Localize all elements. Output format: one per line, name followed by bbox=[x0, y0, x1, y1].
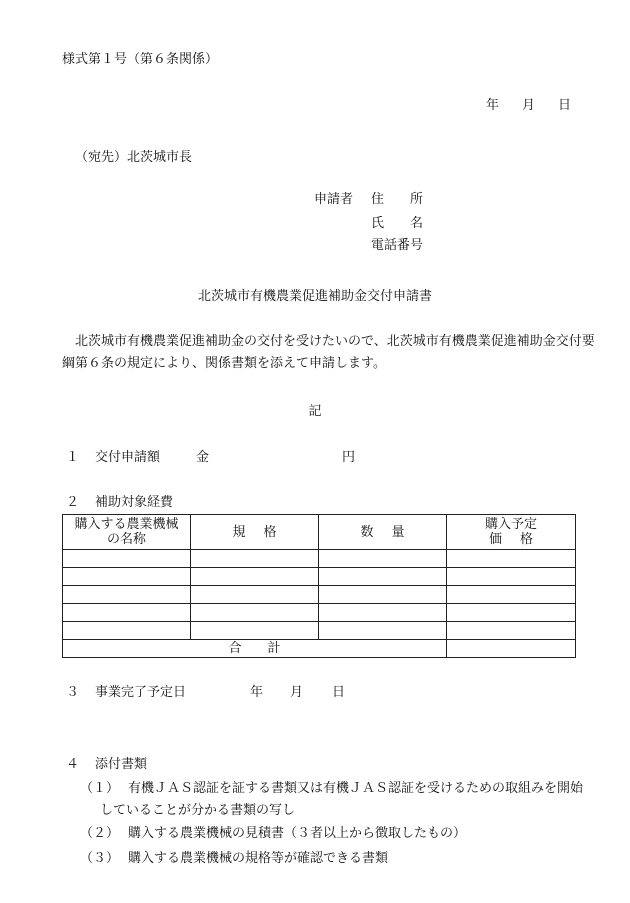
table-cell[interactable] bbox=[191, 604, 319, 622]
header-price bbox=[447, 515, 576, 550]
attachment-item-3 bbox=[80, 851, 388, 867]
applicant-name-label: 氏 名 bbox=[371, 216, 424, 231]
date-day: 日 bbox=[558, 98, 572, 113]
document-title: 北茨城市有機農業促進補助金交付申請書 bbox=[197, 289, 432, 304]
attachment-2-text: 購入する農業機械の見積書（３者以上から徴取したもの） bbox=[128, 826, 467, 841]
addressee: （宛先）北茨城市長 bbox=[75, 150, 193, 165]
attachment-2-number: （２） bbox=[80, 826, 120, 841]
date-line bbox=[486, 98, 571, 114]
table-cell[interactable] bbox=[319, 586, 447, 604]
table-cell[interactable] bbox=[447, 604, 576, 622]
ki-marker: 記 bbox=[308, 404, 322, 419]
section-3-day: 日 bbox=[332, 685, 346, 700]
attachment-item-1-continued: していることが分かる書類の写し bbox=[100, 803, 296, 818]
header-machine-name bbox=[63, 515, 191, 550]
table-row bbox=[63, 586, 576, 604]
table-cell[interactable] bbox=[447, 586, 576, 604]
section-3-year: 年 bbox=[250, 685, 264, 700]
header-spec bbox=[191, 515, 319, 550]
table-row bbox=[63, 568, 576, 586]
table-cell[interactable] bbox=[191, 622, 319, 640]
section-3-label: 事業完了予定日 bbox=[95, 685, 187, 700]
section-1-number: １ bbox=[66, 450, 80, 465]
total-label: 合計 bbox=[228, 641, 307, 656]
attachment-1-text: 有機ＪＡＳ認証を証する書類又は有機ＪＡＳ認証を受けるための取組みを開始 bbox=[128, 781, 584, 796]
attachment-item-1 bbox=[80, 781, 583, 797]
table-cell[interactable] bbox=[191, 586, 319, 604]
section-1-label: 交付申請額 bbox=[95, 450, 161, 465]
header-spec-label: 規格 bbox=[232, 524, 295, 540]
attachment-item-2 bbox=[80, 826, 466, 842]
table-cell[interactable] bbox=[63, 550, 191, 568]
section-2-number: ２ bbox=[66, 495, 80, 510]
section-2-heading bbox=[66, 495, 173, 511]
table-row bbox=[63, 550, 576, 568]
table-cell[interactable] bbox=[447, 622, 576, 640]
total-label-cell bbox=[63, 640, 447, 658]
section-4-heading bbox=[66, 757, 147, 773]
section-2-label: 補助対象経費 bbox=[95, 495, 174, 510]
body-paragraph: 北茨城市有機農業促進補助金の交付を受けたいので、北茨城市有機農業促進補助金交付要綱第６条の規定により、関係書類を添えて申請します。 bbox=[62, 334, 595, 371]
table-total-row bbox=[63, 640, 576, 658]
table-cell[interactable] bbox=[63, 586, 191, 604]
table-cell[interactable] bbox=[63, 568, 191, 586]
applicant-phone-label: 電話番号 bbox=[371, 238, 424, 253]
table-cell[interactable] bbox=[191, 550, 319, 568]
section-4-label: 添付書類 bbox=[95, 757, 148, 772]
attachment-1-number: （１） bbox=[80, 781, 120, 796]
section-1-yen: 円 bbox=[342, 450, 356, 465]
form-number: 様式第１号（第６条関係） bbox=[62, 52, 219, 67]
table-cell[interactable] bbox=[63, 604, 191, 622]
table-cell[interactable] bbox=[63, 622, 191, 640]
table-cell[interactable] bbox=[319, 568, 447, 586]
attachment-3-text: 購入する農業機械の規格等が確認できる書類 bbox=[128, 851, 389, 866]
section-3 bbox=[66, 685, 356, 701]
table-cell[interactable] bbox=[319, 604, 447, 622]
date-year: 年 bbox=[486, 98, 500, 113]
table-row bbox=[63, 622, 576, 640]
header-price-line2: 価格 bbox=[488, 532, 551, 547]
table-cell[interactable] bbox=[447, 568, 576, 586]
expense-table bbox=[62, 514, 576, 658]
header-quantity bbox=[319, 515, 447, 550]
section-3-month: 月 bbox=[290, 685, 304, 700]
header-machine-name-line1: 購入する農業機械 bbox=[74, 517, 179, 532]
header-price-line1: 購入予定 bbox=[484, 517, 537, 532]
date-month: 月 bbox=[522, 98, 536, 113]
table-cell[interactable] bbox=[319, 622, 447, 640]
table-cell[interactable] bbox=[191, 568, 319, 586]
header-quantity-label: 数量 bbox=[360, 524, 423, 540]
table-cell[interactable] bbox=[447, 550, 576, 568]
section-3-number: ３ bbox=[66, 685, 80, 700]
attachment-3-number: （３） bbox=[80, 851, 120, 866]
applicant-address-label: 住 所 bbox=[371, 192, 424, 207]
table-cell[interactable] bbox=[319, 550, 447, 568]
table-row bbox=[63, 604, 576, 622]
table-header-row bbox=[63, 515, 576, 550]
applicant-label: 申請者 bbox=[314, 192, 354, 207]
section-1-kin: 金 bbox=[196, 450, 210, 465]
section-4-number: ４ bbox=[66, 757, 80, 772]
section-1 bbox=[66, 450, 386, 466]
total-value-cell[interactable] bbox=[447, 640, 576, 658]
header-machine-name-line2: の名称 bbox=[106, 532, 146, 547]
